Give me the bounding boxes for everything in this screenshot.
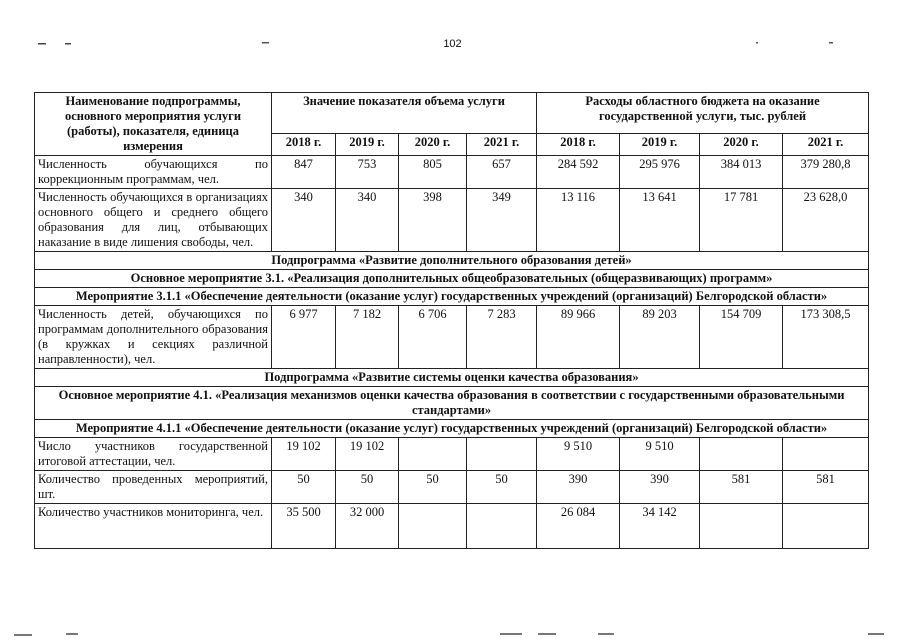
value-cell (783, 504, 869, 549)
table-row (35, 438, 869, 471)
value-cell (399, 438, 467, 471)
value-cell: 9 510 (537, 438, 620, 471)
value-cell: 13 116 (537, 189, 620, 252)
value-cell (467, 504, 537, 549)
value-cell: 379 280,8 (783, 156, 869, 189)
row-label: Численность обучающихся по коррекционным программам, чел. (35, 156, 272, 189)
table-row (35, 306, 869, 369)
year-header: 2019 г. (336, 133, 399, 155)
value-cell: 13 641 (620, 189, 700, 252)
value-cell: 753 (336, 156, 399, 189)
section-row (35, 270, 869, 288)
section-row (35, 387, 869, 420)
value-cell: 295 976 (620, 156, 700, 189)
table-row (35, 189, 869, 252)
value-cell: 9 510 (620, 438, 700, 471)
value-cell: 340 (336, 189, 399, 252)
value-cell: 390 (620, 471, 700, 504)
activity-heading: Мероприятие 4.1.1 «Обеспечение деятельности (оказание услуг) государственных учреждений (организаций) Белгородской области» (35, 420, 869, 438)
year-header: 2018 г. (272, 133, 336, 155)
table-row (35, 156, 869, 189)
value-cell: 173 308,5 (783, 306, 869, 369)
value-cell: 657 (467, 156, 537, 189)
value-cell: 340 (272, 189, 336, 252)
row-label: Количество участников мониторинга, чел. (35, 504, 272, 549)
section-row (35, 420, 869, 438)
value-cell: 19 102 (336, 438, 399, 471)
value-cell: 398 (399, 189, 467, 252)
value-cell: 32 000 (336, 504, 399, 549)
section-row (35, 369, 869, 387)
value-cell: 50 (272, 471, 336, 504)
value-cell: 384 013 (700, 156, 783, 189)
year-header: 2021 г. (467, 133, 537, 155)
row-label: Число участников государственной итоговой аттестации, чел. (35, 438, 272, 471)
row-label: Численность детей, обучающихся по программам дополнительного образования (в кружках и секциях различной направленности), чел. (35, 306, 272, 369)
main-activity-heading: Основное мероприятие 4.1. «Реализация механизмов оценки качества образования в соответствии с государственными образовательными стандартами» (35, 387, 869, 420)
value-cell: 349 (467, 189, 537, 252)
value-cell: 50 (399, 471, 467, 504)
budget-table (34, 92, 869, 549)
value-cell: 847 (272, 156, 336, 189)
row-label: Количество проведенных мероприятий, шт. (35, 471, 272, 504)
value-cell (700, 438, 783, 471)
year-header: 2020 г. (700, 133, 783, 155)
year-header: 2021 г. (783, 133, 869, 155)
header-name-column: Наименование подпрограммы, основного мероприятия услуги (работы), показателя, единица измерения (35, 93, 272, 156)
value-cell: 50 (467, 471, 537, 504)
activity-heading: Мероприятие 3.1.1 «Обеспечение деятельности (оказание услуг) государственных учреждений (организаций) Белгородской области» (35, 288, 869, 306)
value-cell: 6 977 (272, 306, 336, 369)
row-label: Численность обучающихся в организациях основного общего и среднего общего образования для лиц, отбывающих наказание в виде лишения свободы, чел. (35, 189, 272, 252)
value-cell: 154 709 (700, 306, 783, 369)
value-cell: 6 706 (399, 306, 467, 369)
subprogram-heading: Подпрограмма «Развитие системы оценки качества образования» (35, 369, 869, 387)
page-number: 102 (443, 38, 462, 50)
value-cell: 805 (399, 156, 467, 189)
value-cell (700, 504, 783, 549)
value-cell: 17 781 (700, 189, 783, 252)
table-row (35, 471, 869, 504)
main-activity-heading: Основное мероприятие 3.1. «Реализация дополнительных общеобразовательных (общеразвивающих) программ» (35, 270, 869, 288)
value-cell: 7 182 (336, 306, 399, 369)
value-cell (399, 504, 467, 549)
value-cell: 35 500 (272, 504, 336, 549)
value-cell: 89 203 (620, 306, 700, 369)
value-cell: 581 (783, 471, 869, 504)
value-cell: 23 628,0 (783, 189, 869, 252)
subprogram-heading: Подпрограмма «Развитие дополнительного образования детей» (35, 252, 869, 270)
value-cell: 50 (336, 471, 399, 504)
section-row (35, 288, 869, 306)
value-cell: 581 (700, 471, 783, 504)
value-cell (783, 438, 869, 471)
table-row (35, 504, 869, 549)
year-header: 2019 г. (620, 133, 700, 155)
header-volume-group: Значение показателя объема услуги (272, 93, 537, 134)
value-cell (467, 438, 537, 471)
year-header: 2018 г. (537, 133, 620, 155)
header-expense-group: Расходы областного бюджета на оказание государственной услуги, тыс. рублей (537, 93, 869, 134)
year-header: 2020 г. (399, 133, 467, 155)
value-cell: 284 592 (537, 156, 620, 189)
value-cell: 19 102 (272, 438, 336, 471)
section-row (35, 252, 869, 270)
value-cell: 26 084 (537, 504, 620, 549)
value-cell: 390 (537, 471, 620, 504)
value-cell: 34 142 (620, 504, 700, 549)
value-cell: 89 966 (537, 306, 620, 369)
value-cell: 7 283 (467, 306, 537, 369)
